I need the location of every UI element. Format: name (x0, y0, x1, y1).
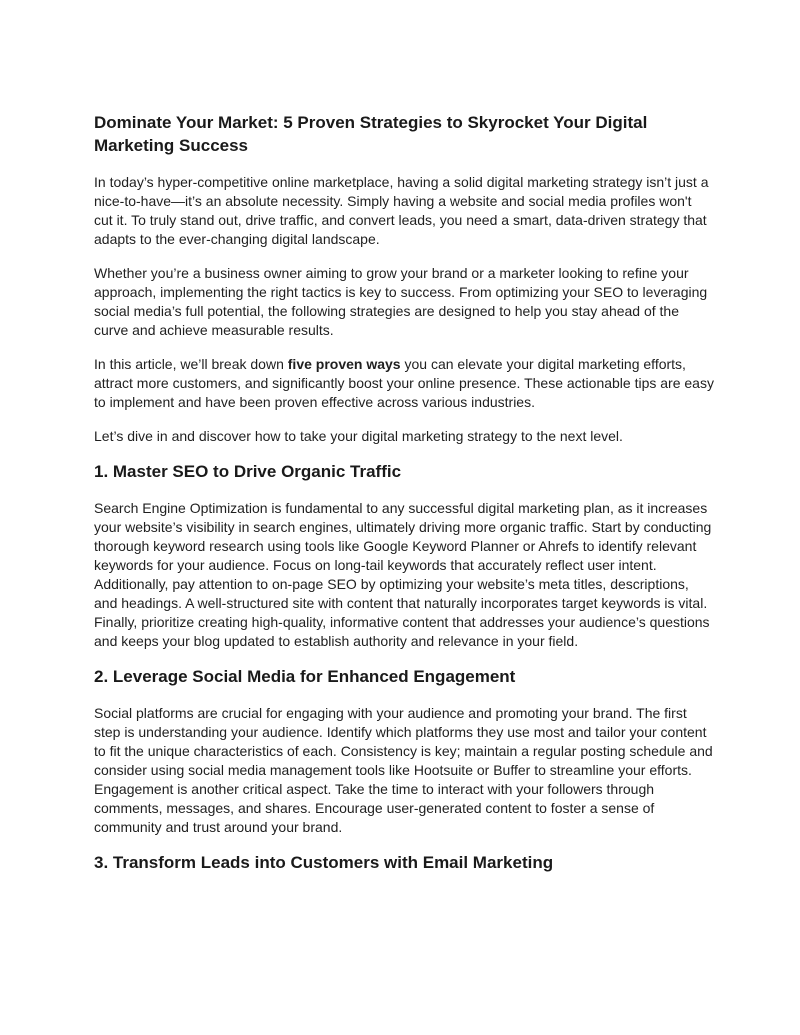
document-page (94, 111, 714, 890)
intro-paragraph-4: Let’s dive in and discover how to take your digital marketing strategy to the next level. (94, 428, 623, 444)
section-3-heading: 3. Transform Leads into Customers with Email Marketing (94, 853, 554, 872)
section-1-body: Search Engine Optimization is fundamental to any successful digital marketing plan, as it increases your website’s visibility in search engines, ultimately driving more organic traffic. Start by conducting thorough keyword research using tools like Google Keyword Planner or Ahrefs to identify relevant keywords for your audience. Focus on long-tail keywords that accurately reflect user intent. Additionally, pay attention to on-page SEO by optimizing your website’s meta titles, descriptions, and headings. A well-structured site with content that naturally incorporates target keywords is vital. Finally, prioritize creating high-quality, informative content that addresses your audience’s questions and keeps your blog updated to establish authority and relevance in your field. (94, 500, 712, 649)
section-1-heading: 1. Master SEO to Drive Organic Traffic (94, 462, 402, 481)
intro-3-bold-text: five proven ways (287, 356, 401, 372)
section-2-body: Social platforms are crucial for engaging with your audience and promoting your brand. The first step is understanding your audience. Identify which platforms they use most and tailor your content to fit the unique characteristics of each. Consistency is key; maintain a regular posting schedule and consider using social media management tools like Hootsuite or Buffer to streamline your efforts. Engagement is another critical aspect. Take the time to interact with your followers through comments, messages, and shares. Encourage user-generated content to foster a sense of community and trust around your brand. (94, 705, 713, 835)
section-2-heading: 2. Leverage Social Media for Enhanced Engagement (94, 667, 516, 686)
intro-paragraph-3 (94, 355, 714, 412)
intro-paragraph-2: Whether you’re a business owner aiming to grow your brand or a marketer looking to refine your approach, implementing the right tactics is key to success. From optimizing your SEO to leveraging social media’s full potential, the following strategies are designed to help you stay ahead of the curve and achieve measurable results. (94, 265, 708, 338)
intro-3-text-after: you can elevate your digital marketing efforts, attract more customers, and significantly boost your online presence. These actionable tips are easy to implement and have been proven effective across various industries. (94, 356, 714, 410)
document-title: Dominate Your Market: 5 Proven Strategies to Skyrocket Your Digital Marketing Success (94, 113, 648, 155)
intro-paragraph-1: In today’s hyper-competitive online marketplace, having a solid digital marketing strategy isn’t just a nice-to-have—it’s an absolute necessity. Simply having a website and social media profiles won't cut it. To truly stand out, drive traffic, and convert leads, you need a smart, data-driven strategy that adapts to the ever-changing digital landscape. (94, 174, 709, 247)
intro-3-text-before: In this article, we’ll break down (94, 356, 288, 372)
